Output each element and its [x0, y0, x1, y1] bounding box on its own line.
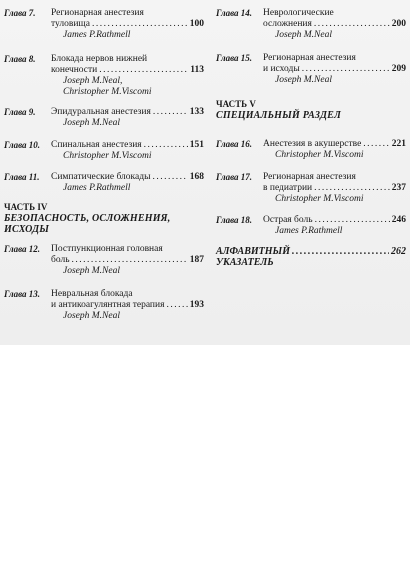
chapter-title-line [51, 65, 204, 76]
dot-leader [363, 139, 389, 150]
chapter-title-line [263, 215, 406, 226]
part-v-number: ЧАСТЬ V [216, 99, 256, 109]
chapter-author: James P.Rathmell [63, 183, 131, 193]
page-number: 246 [391, 215, 406, 225]
chapter-title-text: и антикоагулянтная терапия [51, 300, 165, 310]
chapter-body [51, 289, 204, 322]
chapter-title-line [263, 53, 406, 64]
chapter-label: Глава 13. [4, 289, 41, 299]
page-number: 113 [190, 65, 204, 75]
chapter-title-line [51, 19, 204, 30]
dot-leader [92, 19, 188, 30]
chapter-title-line [263, 183, 406, 194]
chapter-label: Глава 16. [216, 139, 253, 149]
chapter-title-text: конечности [51, 65, 98, 75]
page-number: 100 [189, 19, 204, 29]
chapter-author: Christopher M.Viscomi [63, 151, 152, 161]
dot-leader [72, 255, 188, 266]
dot-leader [166, 300, 187, 311]
dot-leader [152, 172, 187, 183]
chapter-title-line [51, 107, 204, 118]
page-number: 200 [391, 19, 406, 29]
chapter-title-line [263, 139, 406, 150]
chapter-title-text: Симпатические блокады [51, 172, 151, 182]
chapter-body [263, 8, 406, 41]
chapter-title-line [51, 255, 204, 266]
page-number: 193 [189, 300, 204, 310]
chapter-author: Joseph M.Neal, [63, 76, 123, 86]
chapter-author: Joseph M.Neal [63, 118, 120, 128]
chapter-body [51, 107, 204, 129]
chapter-title-text: и исходы [263, 64, 300, 74]
chapter-body [51, 140, 204, 162]
chapter-title-text: туловища [51, 19, 90, 29]
chapter-title-text: Спинальная анестезия [51, 140, 142, 150]
chapter-title-line [263, 19, 406, 30]
dot-leader [144, 140, 188, 151]
index-page-number: 262 [391, 246, 406, 257]
chapter-title-text: в педиатрии [263, 183, 313, 193]
dot-leader [99, 65, 188, 76]
chapter-title-text: Эпидуральная анестезия [51, 107, 151, 117]
chapter-author: James P.Rathmell [63, 30, 131, 40]
chapter-label: Глава 14. [216, 8, 253, 18]
chapter-label: Глава 18. [216, 215, 253, 225]
chapter-title-text: Регионарная анестезия [51, 8, 144, 18]
dot-leader [315, 215, 390, 226]
chapter-body [51, 172, 204, 194]
chapter-label: Глава 8. [4, 54, 36, 64]
chapter-body [51, 8, 204, 41]
part-v-title: СПЕЦИАЛЬНЫЙ РАЗДЕЛ [216, 110, 342, 121]
chapter-body [263, 139, 406, 161]
chapter-label: Глава 10. [4, 140, 41, 150]
chapter-body [263, 53, 406, 86]
chapter-author: James P.Rathmell [275, 226, 343, 236]
page-number: 187 [189, 255, 204, 265]
chapter-title-text: осложнения [263, 19, 312, 29]
chapter-label: Глава 15. [216, 53, 253, 63]
page-number: 221 [391, 139, 406, 149]
chapter-author: Joseph M.Neal [63, 266, 120, 276]
chapter-author: Joseph M.Neal [275, 30, 332, 40]
chapter-title-line [51, 300, 204, 311]
page-number: 237 [391, 183, 406, 193]
chapter-author: Christopher M.Viscomi [275, 150, 364, 160]
index-dot-leader [292, 246, 389, 257]
part-v-heading [216, 99, 406, 121]
chapter-title-text: Регионарная анестезия [263, 53, 356, 63]
chapter-label: Глава 12. [4, 244, 41, 254]
page-number: 133 [189, 107, 204, 117]
page-number: 209 [391, 64, 406, 74]
chapter-title-text: боль [51, 255, 70, 265]
part-iv-heading [4, 202, 204, 235]
chapter-title-text: Анестезия в акушерстве [263, 139, 362, 149]
chapter-title-line [263, 172, 406, 183]
chapter-title-text: Блокада нервов нижней [51, 54, 148, 64]
chapter-label: Глава 9. [4, 107, 36, 117]
chapter-label: Глава 17. [216, 172, 253, 182]
dot-leader [314, 183, 390, 194]
chapter-body [51, 244, 204, 277]
chapter-title-line [51, 172, 204, 183]
dot-leader [314, 19, 390, 30]
page-number: 151 [189, 140, 204, 150]
chapter-author: Christopher M.Viscomi [63, 87, 152, 97]
chapter-title-text: Невральная блокада [51, 289, 133, 299]
chapter-title-line [51, 54, 204, 65]
dot-leader [302, 64, 390, 75]
chapter-title-line [51, 244, 204, 255]
chapter-title-line [51, 8, 204, 19]
chapter-author: Joseph M.Neal [63, 311, 120, 321]
dot-leader [153, 107, 188, 118]
chapter-title-text: Постпункционная головная [51, 244, 163, 254]
chapter-title-line [51, 289, 204, 300]
chapter-label: Глава 7. [4, 8, 36, 18]
chapter-body [263, 215, 406, 237]
chapter-body [51, 54, 204, 98]
chapter-label: Глава 11. [4, 172, 40, 182]
chapter-author: Joseph M.Neal [275, 75, 332, 85]
chapter-title-line [263, 64, 406, 75]
chapter-body [263, 172, 406, 205]
chapter-title-text: Острая боль [263, 215, 313, 225]
part-iv-title: БЕЗОПАСНОСТЬ, ОСЛОЖНЕНИЯ, ИСХОДЫ [4, 213, 171, 235]
chapter-title-line [263, 8, 406, 19]
chapter-title-line [51, 140, 204, 151]
page-number: 168 [189, 172, 204, 182]
chapter-author: Christopher M.Viscomi [275, 194, 364, 204]
index-entry[interactable] [216, 246, 406, 268]
index-title: АЛФАВИТНЫЙ УКАЗАТЕЛЬ [216, 246, 291, 268]
part-iv-number: ЧАСТЬ IV [4, 202, 48, 212]
chapter-title-text: Регионарная анестезия [263, 172, 356, 182]
chapter-title-text: Неврологические [263, 8, 334, 18]
